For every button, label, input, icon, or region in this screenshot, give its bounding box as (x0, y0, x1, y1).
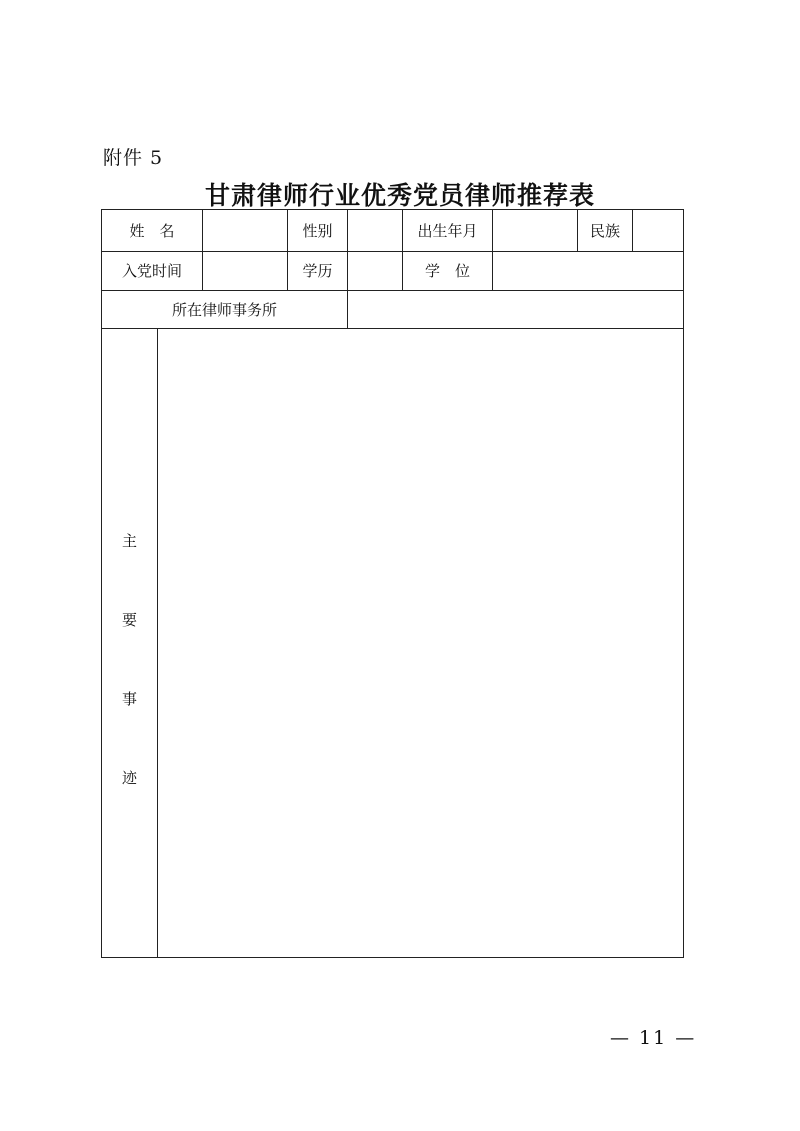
education-field[interactable] (348, 251, 402, 290)
name-field[interactable] (203, 210, 287, 251)
main-deeds-field[interactable] (159, 330, 681, 955)
ethnicity-label: 民族 (589, 222, 620, 240)
degree-field[interactable] (493, 251, 683, 290)
recommendation-form (101, 209, 684, 958)
attachment-label: 附件 5 (103, 147, 164, 169)
law-firm-field[interactable] (348, 290, 683, 328)
birth-field[interactable] (493, 210, 577, 251)
law-firm-label: 所在律师事务所 (171, 300, 277, 319)
main-deeds-char-2: 要 (121, 611, 137, 629)
degree-label: 学 位 (424, 262, 470, 280)
name-label: 姓 名 (129, 222, 175, 240)
form-title: 甘肃律师行业优秀党员律师推荐表 (204, 181, 595, 210)
join-party-label: 入党时间 (121, 262, 182, 280)
page-number: — 11 — (610, 1027, 697, 1049)
education-label: 学历 (302, 262, 333, 280)
join-party-field[interactable] (203, 251, 287, 290)
main-deeds-char-1: 主 (121, 532, 137, 550)
gender-field[interactable] (348, 210, 402, 251)
gender-label: 性别 (302, 222, 333, 240)
ethnicity-field[interactable] (633, 210, 683, 251)
main-deeds-char-4: 迹 (121, 769, 137, 787)
birth-label: 出生年月 (417, 222, 478, 240)
row-divider-3 (102, 328, 683, 329)
main-deeds-char-3: 事 (121, 690, 137, 708)
col-divider-main (157, 328, 158, 957)
